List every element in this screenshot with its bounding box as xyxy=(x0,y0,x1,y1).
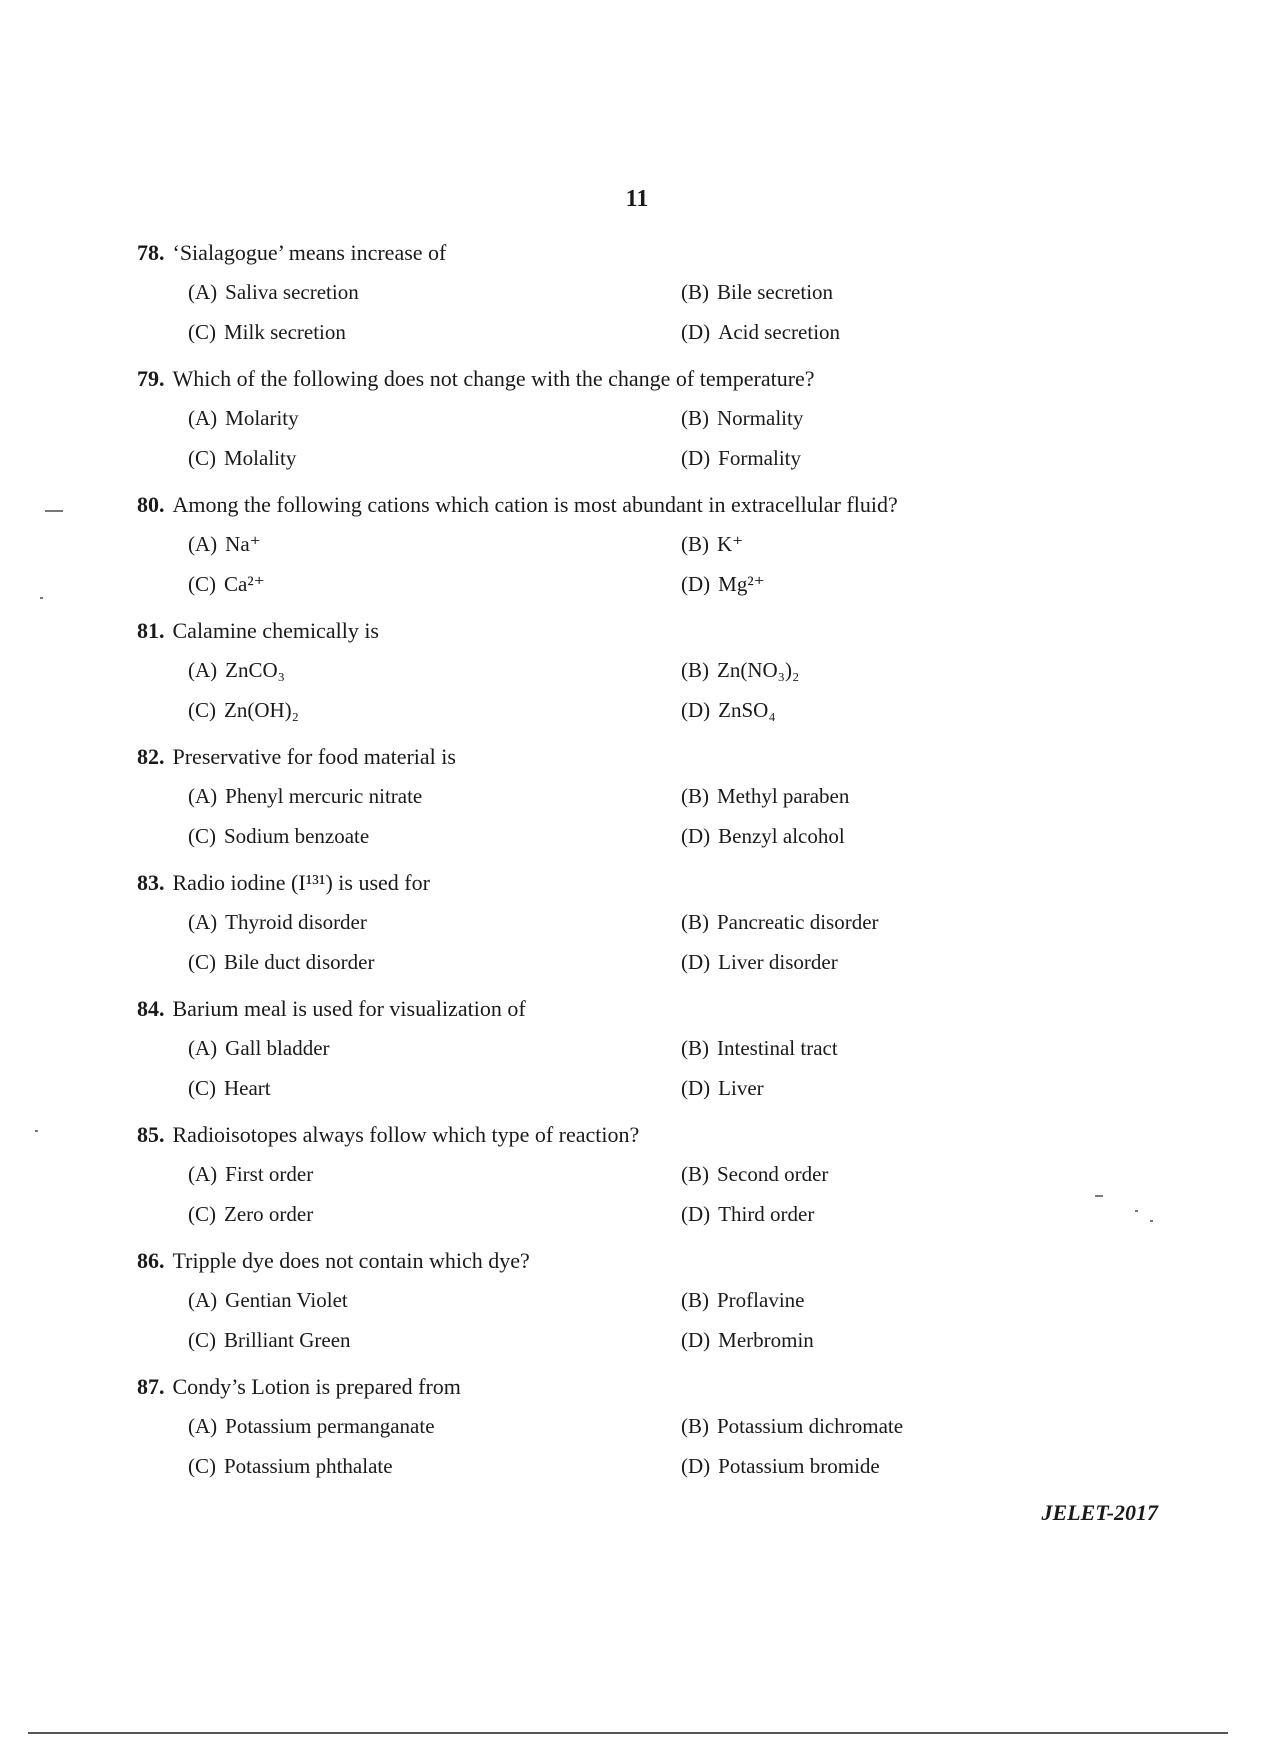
bottom-rule xyxy=(28,1732,1228,1734)
option-c xyxy=(188,446,296,471)
scan-speck xyxy=(1150,1220,1153,1222)
question-text: ‘Sialagogue’ means increase of xyxy=(172,240,447,265)
question-83 xyxy=(0,870,1274,996)
option-d xyxy=(681,320,840,345)
question-number: 80. xyxy=(137,492,165,517)
option-c xyxy=(188,572,265,597)
option-text: Molality xyxy=(224,446,297,470)
option-a xyxy=(188,784,422,809)
option-letter: (C) xyxy=(188,1328,216,1352)
option-a xyxy=(188,532,261,557)
option-letter: (D) xyxy=(681,698,711,722)
option-letter: (B) xyxy=(681,532,709,556)
option-text: Gentian Violet xyxy=(225,1288,348,1312)
option-letter: (D) xyxy=(681,1076,711,1100)
question-text: Barium meal is used for visualization of xyxy=(172,996,526,1021)
page-number: 11 xyxy=(625,186,649,212)
question-80 xyxy=(0,492,1274,618)
option-letter: (A) xyxy=(188,784,218,808)
option-b xyxy=(681,1414,903,1439)
option-a xyxy=(188,910,367,935)
option-text: Benzyl alcohol xyxy=(718,824,845,848)
option-d xyxy=(681,698,776,723)
option-text: Molarity xyxy=(225,406,299,430)
option-text: Liver xyxy=(718,1076,764,1100)
option-b xyxy=(681,1162,828,1187)
option-d xyxy=(681,824,845,849)
option-text: Sodium benzoate xyxy=(224,824,370,848)
option-text: Milk secretion xyxy=(224,320,346,344)
option-c xyxy=(188,1328,351,1353)
question-number: 83. xyxy=(137,870,165,895)
option-b xyxy=(681,406,803,431)
question-86 xyxy=(0,1248,1274,1374)
option-b xyxy=(681,1036,838,1061)
option-c xyxy=(188,1454,393,1479)
scan-speck xyxy=(40,597,43,599)
option-d xyxy=(681,1328,814,1353)
option-letter: (D) xyxy=(681,572,711,596)
question-stem xyxy=(137,996,526,1022)
question-82 xyxy=(0,744,1274,870)
option-text: Ca²⁺ xyxy=(224,572,265,596)
option-letter: (B) xyxy=(681,1288,709,1312)
option-letter: (B) xyxy=(681,1036,709,1060)
option-letter: (C) xyxy=(188,320,216,344)
option-text: Pancreatic disorder xyxy=(717,910,879,934)
option-text: Mg²⁺ xyxy=(718,572,765,596)
option-b xyxy=(681,910,879,935)
option-letter: (D) xyxy=(681,950,711,974)
option-text: Phenyl mercuric nitrate xyxy=(225,784,423,808)
option-c xyxy=(188,1076,271,1101)
question-stem xyxy=(137,1248,530,1274)
option-text: Normality xyxy=(717,406,804,430)
question-text: Preservative for food material is xyxy=(172,744,456,769)
question-number: 78. xyxy=(137,240,165,265)
question-stem xyxy=(137,744,456,770)
option-a xyxy=(188,1414,435,1439)
option-text: Methyl paraben xyxy=(717,784,850,808)
option-a xyxy=(188,658,285,683)
question-number: 82. xyxy=(137,744,165,769)
option-a xyxy=(188,280,359,305)
option-letter: (B) xyxy=(681,406,709,430)
option-c xyxy=(188,698,299,723)
option-text: First order xyxy=(225,1162,314,1186)
question-stem xyxy=(137,240,446,266)
option-text: Second order xyxy=(717,1162,829,1186)
option-letter: (A) xyxy=(188,280,218,304)
option-a xyxy=(188,1162,313,1187)
option-c xyxy=(188,950,374,975)
question-text: Which of the following does not change with the change of temperature? xyxy=(172,366,815,391)
question-84 xyxy=(0,996,1274,1122)
question-number: 85. xyxy=(137,1122,165,1147)
question-text: Radio iodine (I¹³¹) is used for xyxy=(172,870,430,895)
option-letter: (C) xyxy=(188,1454,216,1478)
option-c xyxy=(188,1202,313,1227)
question-text: Condy’s Lotion is prepared from xyxy=(172,1374,461,1399)
question-text: Radioisotopes always follow which type of reaction? xyxy=(172,1122,640,1147)
option-text: Potassium dichromate xyxy=(717,1414,904,1438)
question-87 xyxy=(0,1374,1274,1500)
question-79 xyxy=(0,366,1274,492)
option-d xyxy=(681,1454,880,1479)
question-stem xyxy=(137,366,815,392)
scan-speck xyxy=(1095,1195,1103,1197)
question-81 xyxy=(0,618,1274,744)
question-list xyxy=(0,240,1274,1500)
option-letter: (A) xyxy=(188,1288,218,1312)
option-letter: (B) xyxy=(681,910,709,934)
option-letter: (B) xyxy=(681,658,709,682)
option-text: Acid secretion xyxy=(718,320,841,344)
option-text: Bile duct disorder xyxy=(224,950,375,974)
option-letter: (A) xyxy=(188,1036,218,1060)
option-text: Zn(OH)₂ xyxy=(224,698,299,722)
question-stem xyxy=(137,1122,639,1148)
question-text: Calamine chemically is xyxy=(172,618,379,643)
option-letter: (A) xyxy=(188,532,218,556)
option-text: Zero order xyxy=(224,1202,314,1226)
option-letter: (A) xyxy=(188,1414,218,1438)
option-text: Proflavine xyxy=(717,1288,805,1312)
option-letter: (D) xyxy=(681,824,711,848)
question-text: Among the following cations which cation is most abundant in extracellular fluid? xyxy=(172,492,898,517)
question-number: 84. xyxy=(137,996,165,1021)
option-d xyxy=(681,950,838,975)
option-text: Gall bladder xyxy=(225,1036,330,1060)
option-letter: (D) xyxy=(681,320,711,344)
question-85 xyxy=(0,1122,1274,1248)
option-d xyxy=(681,446,801,471)
option-letter: (B) xyxy=(681,1414,709,1438)
option-a xyxy=(188,406,299,431)
option-letter: (A) xyxy=(188,910,218,934)
question-stem xyxy=(137,492,898,518)
option-letter: (C) xyxy=(188,1202,216,1226)
option-text: Brilliant Green xyxy=(224,1328,351,1352)
option-b xyxy=(681,784,849,809)
option-letter: (D) xyxy=(681,1328,711,1352)
question-text: Tripple dye does not contain which dye? xyxy=(172,1248,530,1273)
option-letter: (C) xyxy=(188,824,216,848)
scan-speck xyxy=(35,1130,38,1132)
option-letter: (D) xyxy=(681,446,711,470)
question-number: 81. xyxy=(137,618,165,643)
question-78 xyxy=(0,240,1274,366)
option-text: Intestinal tract xyxy=(717,1036,838,1060)
option-letter: (C) xyxy=(188,1076,216,1100)
option-a xyxy=(188,1288,348,1313)
scan-speck xyxy=(45,510,63,512)
option-text: Third order xyxy=(718,1202,815,1226)
option-letter: (B) xyxy=(681,1162,709,1186)
option-text: Na⁺ xyxy=(225,532,261,556)
question-number: 87. xyxy=(137,1374,165,1399)
option-letter: (A) xyxy=(188,406,218,430)
question-number: 79. xyxy=(137,366,165,391)
option-text: Bile secretion xyxy=(717,280,834,304)
scan-speck xyxy=(1135,1210,1138,1212)
option-letter: (B) xyxy=(681,280,709,304)
option-b xyxy=(681,658,799,683)
option-text: ZnSO₄ xyxy=(718,698,776,722)
option-letter: (D) xyxy=(681,1454,711,1478)
option-text: K⁺ xyxy=(717,532,744,556)
option-letter: (C) xyxy=(188,572,216,596)
option-c xyxy=(188,320,346,345)
option-d xyxy=(681,572,765,597)
option-letter: (A) xyxy=(188,658,218,682)
option-letter: (D) xyxy=(681,1202,711,1226)
option-letter: (C) xyxy=(188,950,216,974)
option-d xyxy=(681,1076,764,1101)
question-number: 86. xyxy=(137,1248,165,1273)
option-b xyxy=(681,280,833,305)
option-c xyxy=(188,824,369,849)
option-d xyxy=(681,1202,814,1227)
option-text: Heart xyxy=(224,1076,271,1100)
option-a xyxy=(188,1036,330,1061)
option-letter: (B) xyxy=(681,784,709,808)
question-stem xyxy=(137,870,430,896)
option-text: Potassium phthalate xyxy=(224,1454,393,1478)
option-text: Formality xyxy=(718,446,801,470)
option-text: Merbromin xyxy=(718,1328,814,1352)
option-text: Saliva secretion xyxy=(225,280,359,304)
option-text: Potassium bromide xyxy=(718,1454,880,1478)
option-text: ZnCO₃ xyxy=(225,658,285,682)
option-text: Zn(NO₃)₂ xyxy=(717,658,800,682)
option-text: Thyroid disorder xyxy=(225,910,367,934)
exam-code: JELET-2017 xyxy=(1041,1500,1158,1525)
option-letter: (C) xyxy=(188,446,216,470)
option-b xyxy=(681,1288,804,1313)
question-stem xyxy=(137,1374,461,1400)
option-text: Potassium permanganate xyxy=(225,1414,435,1438)
option-b xyxy=(681,532,743,557)
option-text: Liver disorder xyxy=(718,950,838,974)
option-letter: (C) xyxy=(188,698,216,722)
question-stem xyxy=(137,618,379,644)
option-letter: (A) xyxy=(188,1162,218,1186)
